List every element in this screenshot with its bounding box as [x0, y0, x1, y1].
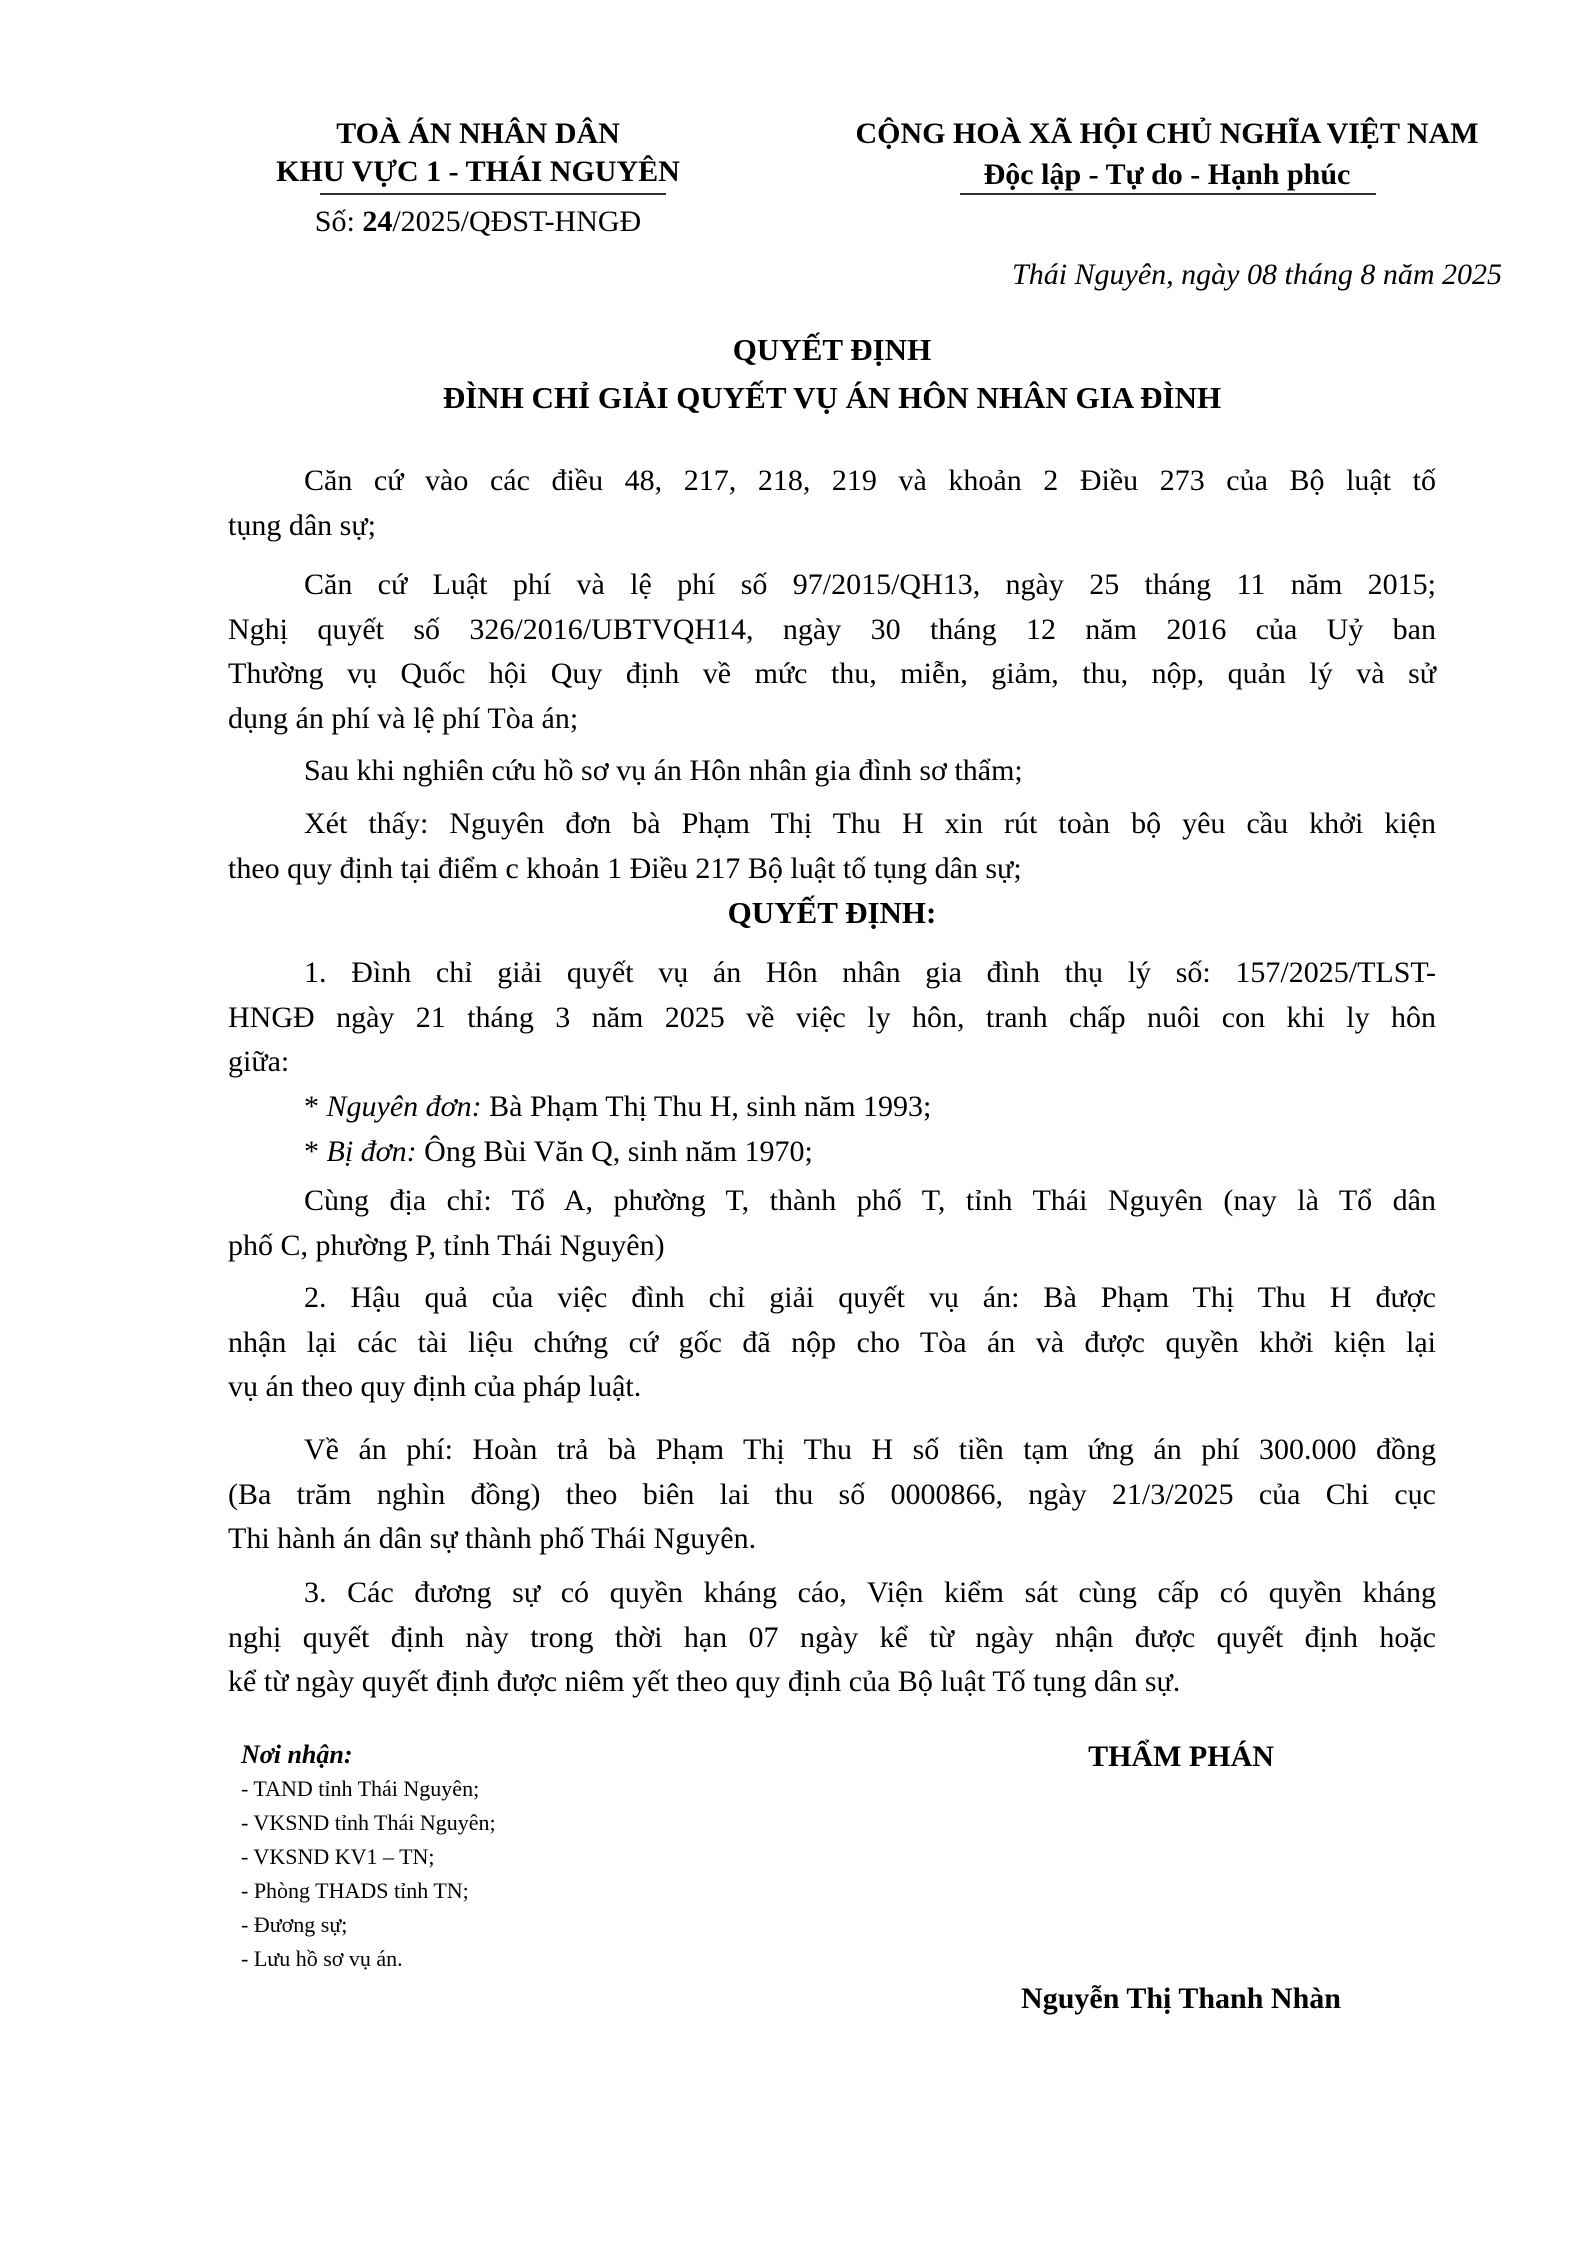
national-motto: Độc lập - Tự do - Hạnh phúc — [983, 158, 1351, 191]
text-line: 3. Các đương sự có quyền kháng cáo, Viện kiểm sát cùng cấp có quyền kháng — [304, 1576, 1436, 1609]
text-line: HNGĐ ngày 21 tháng 3 năm 2025 về việc ly hôn, tranh chấp nuôi con khi ly hôn — [228, 1000, 1436, 1034]
text-line — [228, 1085, 1436, 1130]
decision-item-2 — [228, 1276, 1436, 1410]
text-line: Về án phí: Hoàn trả bà Phạm Thị Thu H số tiền tạm ứng án phí 300.000 đồng — [304, 1433, 1436, 1466]
text-line: Xét thấy: Nguyên đơn bà Phạm Thị Thu H xin rút toàn bộ yêu cầu khởi kiện — [304, 807, 1436, 840]
preamble-legal-basis — [228, 459, 1436, 548]
text-line: vụ án theo quy định của pháp luật. — [228, 1370, 642, 1403]
signer-name: Nguyễn Thị Thanh Nhàn — [1021, 1982, 1341, 2015]
document-number-prefix: Số: — [314, 205, 363, 238]
plaintiff-label: Nguyên đơn: — [326, 1090, 482, 1123]
recipient-item: - Phòng THADS tỉnh TN; — [241, 1878, 469, 1903]
court-underline — [320, 193, 666, 195]
text-line — [228, 1130, 1436, 1175]
preamble-fee-law — [228, 563, 1436, 741]
bullet-star: * — [304, 1135, 327, 1168]
bullet-star: * — [304, 1090, 327, 1123]
court-area: KHU VỰC 1 - THÁI NGUYÊN — [276, 155, 680, 188]
document-number — [228, 203, 728, 241]
court-name: TOÀ ÁN NHÂN DÂN — [336, 117, 620, 150]
text-line: theo quy định tại điểm c khoản 1 Điều 217 Bộ luật tố tụng dân sự; — [228, 851, 1022, 885]
recipient-item: - Đương sự; — [241, 1912, 348, 1937]
text-line: Thi hành án dân sự thành phố Thái Nguyên. — [228, 1522, 757, 1555]
document-number-bold: 24 — [362, 205, 393, 238]
text-line: Cùng địa chỉ: Tổ A, phường T, thành phố T, tỉnh Thái Nguyên (nay là Tổ dân — [304, 1184, 1436, 1217]
text-line: Căn cứ Luật phí và lệ phí số 97/2015/QH13, ngày 25 tháng 11 năm 2015; — [304, 568, 1436, 601]
text-line: 1. Đình chỉ giải quyết vụ án Hôn nhân gia đình thụ lý số: 157/2025/TLST- — [304, 956, 1436, 989]
text-line: giữa: — [228, 1045, 290, 1078]
text-line: nghị quyết định này trong thời hạn 07 ngày kể từ ngày nhận được quyết định hoặc — [228, 1620, 1436, 1654]
decision-item-1 — [228, 951, 1436, 1085]
court-fee-paragraph — [228, 1428, 1436, 1562]
decision-title: QUYẾT ĐỊNH — [732, 332, 932, 367]
defendant-value: Ông Bùi Văn Q, sinh năm 1970; — [416, 1135, 813, 1168]
text-line: (Ba trăm nghìn đồng) theo biên lai thu số 0000866, ngày 21/3/2025 của Chi cục — [228, 1477, 1436, 1511]
defendant-line — [228, 1130, 1436, 1175]
defendant-label: Bị đơn: — [326, 1135, 417, 1168]
preamble-finding — [228, 802, 1436, 891]
text-line: Nghị quyết số 326/2016/UBTVQH14, ngày 30 tháng 12 năm 2016 của Uỷ ban — [228, 612, 1436, 646]
decision-item-3 — [228, 1571, 1436, 1705]
preamble-review — [228, 749, 1436, 794]
address-paragraph — [228, 1179, 1436, 1268]
text-line: tụng dân sự; — [228, 508, 376, 542]
place-date: Thái Nguyên, ngày 08 tháng 8 năm 2025 — [1012, 258, 1502, 291]
text-line: nhận lại các tài liệu chứng cứ gốc đã nộp cho Tòa án và được quyền khởi kiện lại — [228, 1325, 1436, 1359]
decision-subtitle: ĐÌNH CHỈ GIẢI QUYẾT VỤ ÁN HÔN NHÂN GIA ĐÌNH — [442, 380, 1222, 415]
decision-heading: QUYẾT ĐỊNH: — [727, 895, 937, 930]
recipients-heading: Nơi nhận: — [241, 1740, 353, 1769]
plaintiff-value: Bà Phạm Thị Thu H, sinh năm 1993; — [481, 1090, 932, 1123]
recipients-block — [241, 1738, 496, 1976]
document-number-suffix: /2025/QĐST-HNGĐ — [392, 205, 642, 238]
recipient-item: - Lưu hồ sơ vụ án. — [241, 1946, 403, 1971]
recipient-item: - TAND tỉnh Thái Nguyên; — [241, 1776, 480, 1801]
text-line: kể từ ngày quyết định được niêm yết theo quy định của Bộ luật Tố tụng dân sự. — [228, 1665, 1181, 1698]
motto-underline — [960, 193, 1376, 195]
text-line: phố C, phường P, tỉnh Thái Nguyên) — [228, 1228, 665, 1262]
text-line: dụng án phí và lệ phí Tòa án; — [228, 701, 579, 735]
text-line: Căn cứ vào các điều 48, 217, 218, 219 và khoản 2 Điều 273 của Bộ luật tố — [304, 464, 1436, 497]
text-line: Thường vụ Quốc hội Quy định về mức thu, miễn, giảm, thu, nộp, quản lý và sử — [228, 657, 1436, 690]
plaintiff-line — [228, 1085, 1436, 1130]
recipient-item: - VKSND tỉnh Thái Nguyên; — [241, 1810, 496, 1835]
recipient-item: - VKSND KV1 – TN; — [241, 1844, 435, 1869]
text-line: Sau khi nghiên cứu hồ sơ vụ án Hôn nhân gia đình sơ thẩm; — [304, 754, 1023, 787]
signer-title: THẨM PHÁN — [1088, 1740, 1274, 1773]
text-line: 2. Hậu quả của việc đình chỉ giải quyết vụ án: Bà Phạm Thị Thu H được — [304, 1281, 1436, 1314]
national-title: CỘNG HOÀ XÃ HỘI CHỦ NGHĨA VIỆT NAM — [855, 117, 1479, 150]
